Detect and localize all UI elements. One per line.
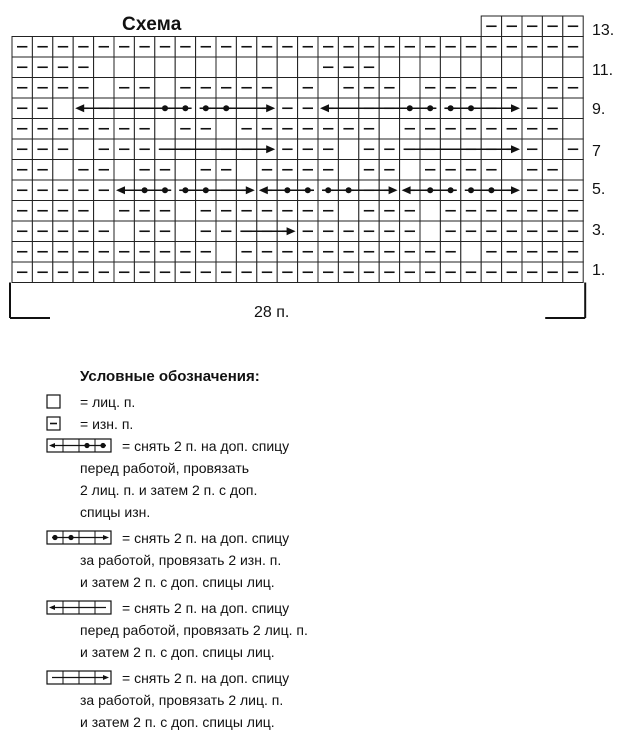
chart-cell bbox=[73, 139, 93, 160]
row-label-11: 11. bbox=[592, 62, 614, 79]
legend-cable2-text-1: за работой, провязать 2 изн. п. bbox=[80, 552, 282, 568]
chart-cell bbox=[400, 78, 420, 99]
cable-front-knit-icon bbox=[46, 600, 112, 616]
chart-cell bbox=[134, 57, 154, 78]
cable-dot bbox=[468, 187, 474, 193]
legend-heading: Условные обозначения: bbox=[80, 368, 260, 385]
cable-dot bbox=[427, 187, 433, 193]
legend-cable1-text-3: спицы изн. bbox=[80, 504, 151, 520]
legend-cable2-text-2: и затем 2 п. с доп. спицы лиц. bbox=[80, 574, 275, 590]
chart-cell bbox=[522, 57, 542, 78]
cable-dot bbox=[346, 187, 352, 193]
cable-back-knit-icon bbox=[46, 670, 112, 686]
chart-cell bbox=[542, 139, 562, 160]
cable-dot bbox=[203, 187, 209, 193]
cable-dot bbox=[325, 187, 331, 193]
chart-cell bbox=[502, 160, 522, 181]
legend-item-purl bbox=[46, 413, 606, 435]
cable-dot bbox=[407, 105, 413, 111]
legend-cable3-text-1: перед работой, провязать 2 лиц. п. bbox=[80, 622, 308, 638]
chart-cell bbox=[318, 78, 338, 99]
legend-cable1-text-1: перед работой, провязать bbox=[80, 460, 250, 476]
purl-symbol-icon bbox=[46, 416, 62, 432]
legend-cable2-text-0: = снять 2 п. на доп. спицу bbox=[122, 530, 290, 546]
chart-cell bbox=[338, 139, 358, 160]
chart-cell bbox=[216, 57, 236, 78]
cable-dot bbox=[427, 105, 433, 111]
chart-cell bbox=[155, 57, 175, 78]
cable-dot bbox=[468, 105, 474, 111]
cable-dot bbox=[182, 105, 188, 111]
chart-cell bbox=[175, 57, 195, 78]
chart-cell bbox=[53, 98, 73, 119]
row-label-7: 7 bbox=[592, 143, 601, 160]
chart-cell bbox=[338, 160, 358, 181]
chart-cell bbox=[461, 57, 481, 78]
chart-cell bbox=[563, 98, 583, 119]
cable-dot bbox=[448, 105, 454, 111]
legend-item-cable3 bbox=[46, 597, 606, 619]
chart-cell bbox=[440, 57, 460, 78]
cable-dot bbox=[305, 187, 311, 193]
chart-title: Схема bbox=[122, 14, 182, 35]
chart-cell bbox=[114, 221, 134, 242]
chart-cell bbox=[216, 242, 236, 263]
cable-front-purl-icon bbox=[46, 438, 112, 454]
chart-cell bbox=[563, 119, 583, 140]
chart-cell bbox=[420, 221, 440, 242]
cable-dot bbox=[488, 187, 494, 193]
legend-cable3-text-0: = снять 2 п. на доп. спицу bbox=[122, 600, 290, 616]
chart-cell bbox=[236, 57, 256, 78]
chart-cell bbox=[155, 119, 175, 140]
chart-cell bbox=[175, 201, 195, 222]
knitting-chart bbox=[0, 0, 624, 340]
chart-cell bbox=[114, 57, 134, 78]
legend-purl-text: = изн. п. bbox=[80, 416, 134, 432]
legend bbox=[46, 368, 606, 733]
legend-cable4-text-2: и затем 2 п. с доп. спицы лиц. bbox=[80, 714, 275, 730]
chart-cell bbox=[502, 57, 522, 78]
chart-cell bbox=[277, 57, 297, 78]
cable-dot bbox=[142, 187, 148, 193]
chart-cell bbox=[400, 57, 420, 78]
chart-cell bbox=[196, 57, 216, 78]
chart-cell bbox=[420, 57, 440, 78]
legend-cable3-text-2: и затем 2 п. с доп. спицы лиц. bbox=[80, 644, 275, 660]
legend-item-cable1 bbox=[46, 435, 606, 457]
chart-grid bbox=[0, 0, 624, 340]
chart-cell bbox=[94, 201, 114, 222]
knit-symbol-icon bbox=[46, 394, 62, 410]
cable-dot bbox=[162, 105, 168, 111]
chart-cell bbox=[420, 201, 440, 222]
chart-cell bbox=[379, 57, 399, 78]
chart-cell bbox=[563, 160, 583, 181]
chart-cell bbox=[53, 160, 73, 181]
cable-back-purl-icon bbox=[46, 530, 112, 546]
stitch-count-label: 28 п. bbox=[254, 304, 290, 321]
row-label-13: 13. bbox=[592, 22, 615, 39]
chart-cell bbox=[461, 242, 481, 263]
chart-cell bbox=[522, 78, 542, 99]
chart-cell bbox=[236, 160, 256, 181]
cable-dot bbox=[182, 187, 188, 193]
chart-cell bbox=[114, 160, 134, 181]
chart-cell bbox=[216, 119, 236, 140]
cable-dot bbox=[448, 187, 454, 193]
legend-item-cable4 bbox=[46, 667, 606, 689]
chart-cell bbox=[563, 57, 583, 78]
chart-cell bbox=[542, 57, 562, 78]
legend-cable4-text-0: = снять 2 п. на доп. спицу bbox=[122, 670, 290, 686]
chart-cell bbox=[155, 78, 175, 99]
chart-cell bbox=[175, 221, 195, 242]
legend-cable1-text-2: 2 лиц. п. и затем 2 п. с доп. bbox=[80, 482, 258, 498]
chart-cell bbox=[298, 57, 318, 78]
cable-dot bbox=[203, 105, 209, 111]
legend-cable4-text-1: за работой, провязать 2 лиц. п. bbox=[80, 692, 284, 708]
legend-item-cable2 bbox=[46, 527, 606, 549]
chart-cell bbox=[94, 57, 114, 78]
row-label-9: 9. bbox=[592, 101, 606, 118]
row-label-3: 3. bbox=[592, 222, 606, 239]
chart-cell bbox=[481, 57, 501, 78]
chart-cell bbox=[379, 119, 399, 140]
cable-dot bbox=[162, 187, 168, 193]
legend-cable1-text-0: = снять 2 п. на доп. спицу bbox=[122, 438, 290, 454]
row-label-1: 1. bbox=[592, 262, 606, 279]
cable-dot bbox=[223, 105, 229, 111]
legend-knit-text: = лиц. п. bbox=[80, 394, 136, 410]
cable-dot bbox=[284, 187, 290, 193]
row-label-5: 5. bbox=[592, 181, 606, 198]
chart-cell bbox=[257, 57, 277, 78]
legend-item-knit bbox=[46, 391, 606, 413]
chart-cell bbox=[338, 201, 358, 222]
chart-cell bbox=[175, 160, 195, 181]
chart-cell bbox=[94, 78, 114, 99]
chart-cell bbox=[277, 78, 297, 99]
chart-cell bbox=[400, 160, 420, 181]
